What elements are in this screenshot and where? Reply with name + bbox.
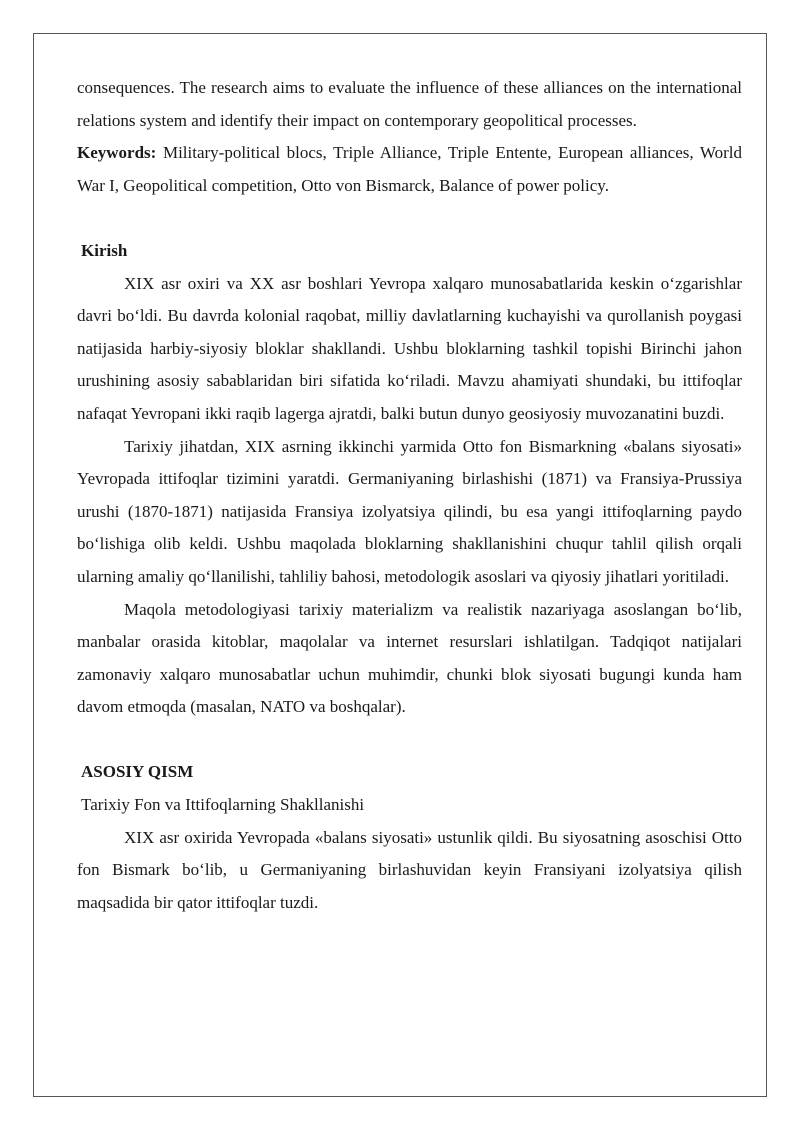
main-heading: ASOSIY QISM [81,762,194,782]
main-paragraph-1: XIX asr oxirida Yevropada «balans siyosati» ustunlik qildi. Bu siyosatning asoschisi Otto fon Bismark boʻlib, u Germaniyaning birlashuvidan keyin Fransiyani izolyatsiya qilish maqsadida bir qator ittifoqlar tuzdi. [77,827,742,912]
main-subheading: Tarixiy Fon va Ittifoqlarning Shakllanishi [81,795,365,815]
intro-paragraph-3: Maqola metodologiyasi tarixiy materializm va realistik nazariyaga asoslangan boʻlib, manbalar orasida kitoblar, maqolalar va internet resurslari ishlatilgan. Tadqiqot natijalari zamonaviy xalqaro munosabatlar uchun muhimdir, chunki blok siyosati bugungi kunda ham davom etmoqda (masalan, NATO va boshqalar). [77,599,742,717]
intro-paragraph-1: XIX asr oxiri va XX asr boshlari Yevropa xalqaro munosabatlarida keskin oʻzgarishlar davri boʻldi. Bu davrda kolonial raqobat, milliy davlatlarning kuchayishi va qurollanish poygasi natijasida harbiy-siyosiy bloklar shakllandi. Ushbu bloklarning tashkil topishi Birinchi jahon urushining asosiy sabablaridan biri sifatida koʻriladi. Mavzu ahamiyati shundaki, bu ittifoqlar nafaqat Yevropani ikki raqib lagerga ajratdi, balki butun dunyo geosiyosiy muvozanatini buzdi. [77,273,742,423]
keywords-label: Keywords: [77,143,157,163]
spacer [77,202,742,235]
intro-heading: Kirish [81,240,128,260]
keywords-text: Military-political blocs, Triple Alliance, Triple Entente, European alliances, World War I, Geopolitical competition, Otto von Bismarck, Balance of power policy. [77,143,743,195]
keywords-paragraph [77,137,742,202]
document-body [77,72,742,919]
intro-paragraph-2: Tarixiy jihatdan, XIX asrning ikkinchi yarmida Otto fon Bismarkning «balans siyosati» Yevropada ittifoqlar tizimini yaratdi. Germaniyaning birlashishi (1871) va Fransiya-Prussiya urushi (1870-1871) natijasida Fransiya izolyatsiya qilindi, bu esa yangi ittifoqlarning paydo boʻlishiga olib keldi. Ushbu maqolada bloklarning shakllanishini chuqur tahlil qilish orqali ularning amaliy qoʻllanilishi, tahliliy bahosi, metodologik asoslari va qiyosiy jihatlari yoritiladi. [77,436,742,586]
abstract-tail-paragraph: consequences. The research aims to evaluate the influence of these alliances on the international relations system and identify their impact on contemporary geopolitical processes. [77,78,742,130]
spacer [77,724,742,757]
